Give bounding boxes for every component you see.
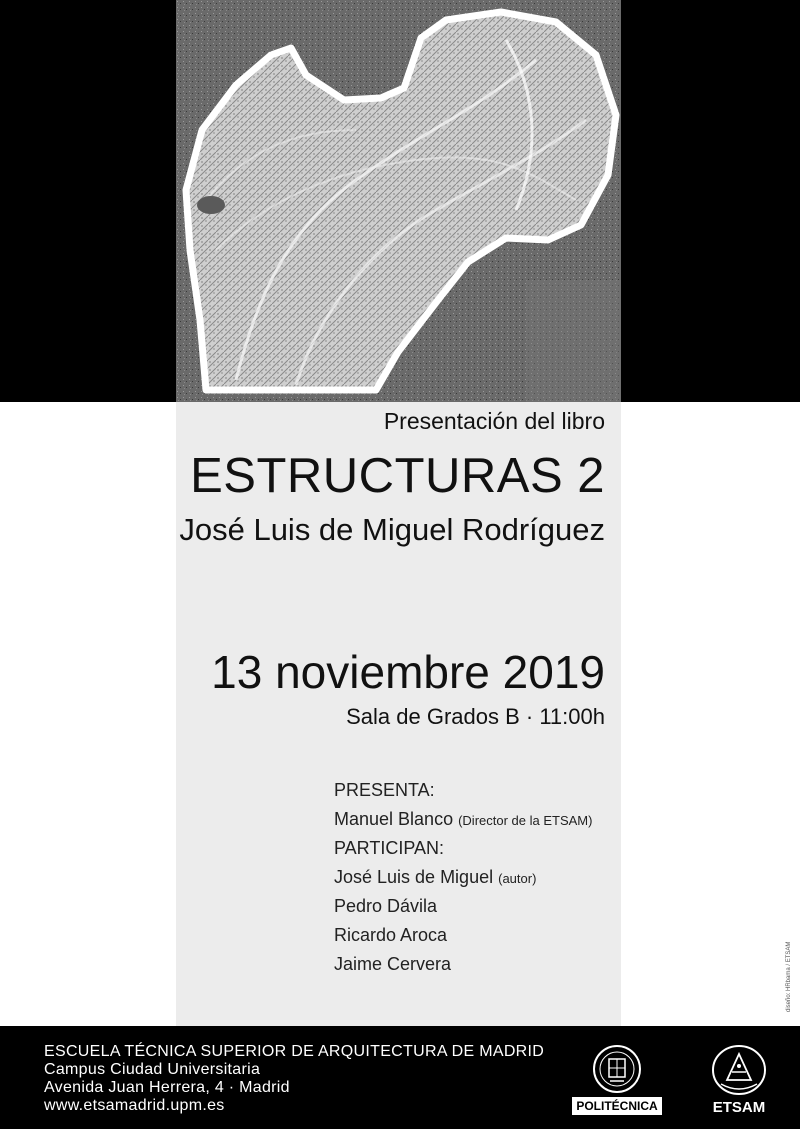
participant-name: Pedro Dávila [334,896,438,916]
design-credit: diseño: HRbama / ETSAM [786,941,792,1012]
book-author: José Luis de Miguel Rodríguez [179,512,605,547]
address-street: Avenida Juan Herrera, 4 · Madrid [44,1079,290,1096]
presenta-label: PRESENTA: [334,780,435,800]
participant-name: Jaime Cervera [334,954,452,974]
participan-label: PARTICIPAN: [334,838,445,858]
participant-row [334,954,592,983]
etsam-seal-icon [711,1044,767,1096]
event-date: 13 noviembre 2019 [211,646,605,698]
school-website[interactable]: www.etsamadrid.upm.es [44,1097,225,1114]
participant-name: Ricardo Aroca [334,925,448,945]
upm-label: POLITÉCNICA [572,1097,662,1115]
participant-row [334,925,592,954]
upm-logo [572,1044,662,1115]
speakers-list [334,780,592,983]
etsam-label: ETSAM [712,1099,766,1116]
femur-xray-image [176,0,621,402]
presenter-name: Manuel Blanco [334,809,454,829]
book-presentation-label: Presentación del libro [383,408,605,434]
upm-seal-icon [592,1044,642,1094]
address-campus: Campus Ciudad Universitaria [44,1061,261,1078]
school-address [44,1043,544,1115]
footer [0,1026,800,1129]
book-title: ESTRUCTURAS 2 [190,449,605,503]
event-venue-time: Sala de Grados B · 11:00h [346,704,605,729]
participant-role: (autor) [498,871,537,886]
participant-row [334,896,592,925]
presenter-role: (Director de la ETSAM) [458,813,593,828]
etsam-logo [703,1044,775,1116]
participant-name: José Luis de Miguel [334,867,494,887]
presenter-row [334,809,592,838]
participant-row [334,867,592,896]
school-name: ESCUELA TÉCNICA SUPERIOR DE ARQUITECTURA DE MADRID [44,1043,545,1060]
